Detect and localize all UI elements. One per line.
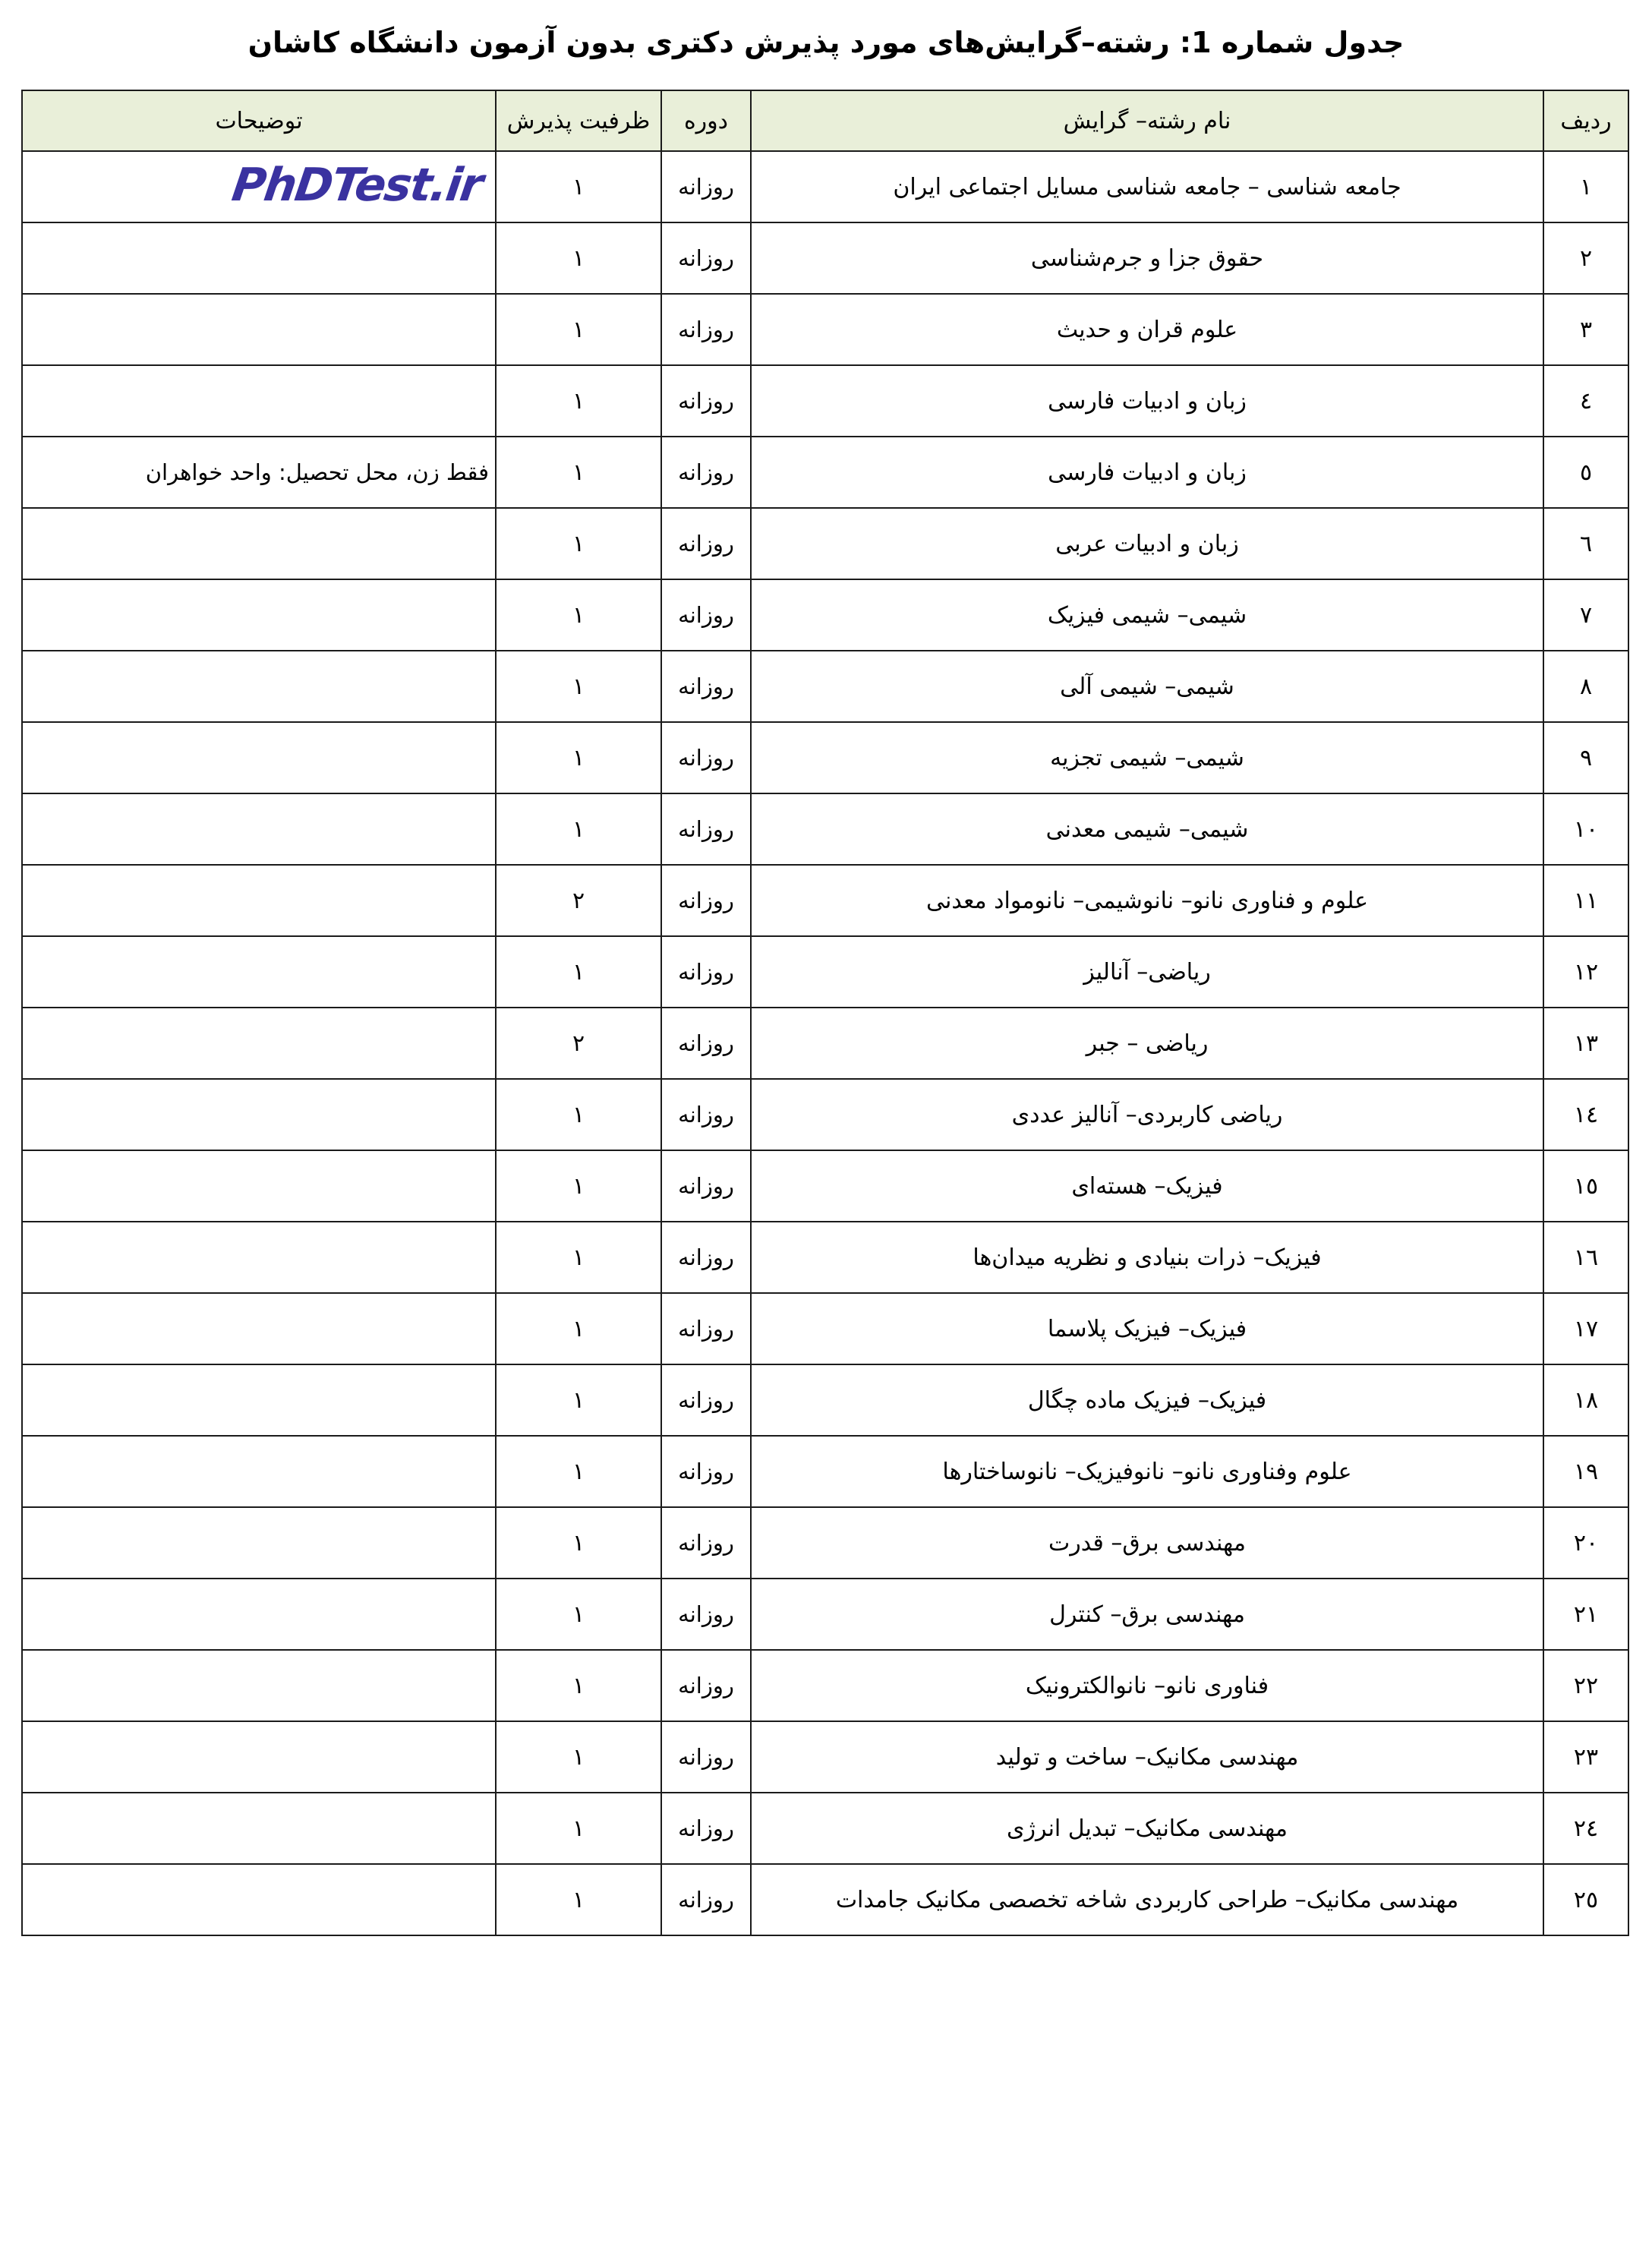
title-container	[0, 0, 1652, 90]
cell-radif: ٤	[1543, 365, 1628, 437]
cell-notes	[22, 936, 496, 1008]
cell-notes	[22, 1864, 496, 1935]
page-title: جدول شماره 1: رشته–گرایش‌های مورد پذیرش دکتری بدون آزمون دانشگاه کاشان	[247, 26, 1405, 59]
cell-field-name: علوم و فناوری نانو– نانوشیمی– نانومواد معدنی	[751, 865, 1543, 936]
cell-capacity: ۱	[496, 1650, 661, 1721]
cell-field-name: فیزیک– فیزیک ماده چگال	[751, 1364, 1543, 1436]
cell-capacity: ۱	[496, 936, 661, 1008]
cell-radif: ۱۳	[1543, 1008, 1628, 1079]
cell-field-name: زبان و ادبیات فارسی	[751, 437, 1543, 508]
cell-capacity: ۱	[496, 151, 661, 222]
table-row	[22, 1222, 1628, 1293]
cell-radif: ۱۲	[1543, 936, 1628, 1008]
table-row	[22, 936, 1628, 1008]
cell-field-name: مهندسی برق– کنترل	[751, 1579, 1543, 1650]
cell-capacity: ۱	[496, 1079, 661, 1150]
cell-radif: ۲۱	[1543, 1579, 1628, 1650]
cell-period: روزانه	[661, 1721, 751, 1793]
cell-capacity: ۱	[496, 1364, 661, 1436]
table-row	[22, 222, 1628, 294]
column-header-capacity: ظرفیت پذیرش	[496, 90, 661, 151]
cell-field-name: شیمی– شیمی معدنی	[751, 793, 1543, 865]
cell-period: روزانه	[661, 865, 751, 936]
cell-radif: ٥	[1543, 437, 1628, 508]
cell-field-name: فیزیک– ذرات بنیادی و نظریه میدان‌ها	[751, 1222, 1543, 1293]
cell-radif: ٦	[1543, 508, 1628, 579]
table-container	[0, 90, 1652, 1936]
cell-period: روزانه	[661, 793, 751, 865]
column-header-notes: توضیحات	[22, 90, 496, 151]
table-row	[22, 1364, 1628, 1436]
cell-radif: ۲٤	[1543, 1793, 1628, 1864]
cell-capacity: ۱	[496, 1579, 661, 1650]
cell-radif: ۱٦	[1543, 1222, 1628, 1293]
cell-notes	[22, 722, 496, 793]
cell-field-name: حقوق جزا و جرم‌شناسی	[751, 222, 1543, 294]
cell-radif: ۸	[1543, 651, 1628, 722]
cell-notes	[22, 1222, 496, 1293]
cell-capacity: ۱	[496, 651, 661, 722]
cell-period: روزانه	[661, 936, 751, 1008]
table-row	[22, 365, 1628, 437]
cell-field-name: فناوری نانو– نانوالکترونیک	[751, 1650, 1543, 1721]
cell-radif: ۷	[1543, 579, 1628, 651]
cell-notes	[22, 1293, 496, 1364]
cell-capacity: ۱	[496, 1150, 661, 1222]
table-header	[22, 90, 1628, 151]
column-header-field-name: نام رشته– گرایش	[751, 90, 1543, 151]
cell-radif: ۱۹	[1543, 1436, 1628, 1507]
cell-radif: ۱۱	[1543, 865, 1628, 936]
cell-capacity: ۱	[496, 1793, 661, 1864]
cell-capacity: ۱	[496, 1721, 661, 1793]
cell-notes	[22, 1079, 496, 1150]
cell-radif: ۳	[1543, 294, 1628, 365]
cell-period: روزانه	[661, 222, 751, 294]
cell-notes	[22, 1364, 496, 1436]
cell-period: روزانه	[661, 1008, 751, 1079]
table-row	[22, 793, 1628, 865]
cell-capacity: ۱	[496, 1507, 661, 1579]
cell-radif: ۲۳	[1543, 1721, 1628, 1793]
cell-radif: ۱۰	[1543, 793, 1628, 865]
table-header-row	[22, 90, 1628, 151]
cell-capacity: ۱	[496, 508, 661, 579]
cell-radif: ۲	[1543, 222, 1628, 294]
cell-period: روزانه	[661, 1222, 751, 1293]
cell-period: روزانه	[661, 294, 751, 365]
cell-capacity: ۲	[496, 865, 661, 936]
cell-notes	[22, 365, 496, 437]
table-row	[22, 1864, 1628, 1935]
cell-period: روزانه	[661, 579, 751, 651]
watermark-text: PhDTest.ir	[229, 159, 486, 212]
table-row	[22, 865, 1628, 936]
cell-notes	[22, 151, 496, 222]
cell-period: روزانه	[661, 1507, 751, 1579]
cell-field-name: جامعه شناسی – جامعه شناسی مسایل اجتماعی ایران	[751, 151, 1543, 222]
cell-notes	[22, 579, 496, 651]
cell-capacity: ۱	[496, 579, 661, 651]
cell-notes	[22, 1507, 496, 1579]
cell-notes	[22, 1650, 496, 1721]
cell-notes	[22, 1579, 496, 1650]
cell-notes	[22, 1793, 496, 1864]
cell-notes: فقط زن، محل تحصیل: واحد خواهران	[22, 437, 496, 508]
cell-notes	[22, 651, 496, 722]
cell-radif: ۱٥	[1543, 1150, 1628, 1222]
cell-radif: ۲۲	[1543, 1650, 1628, 1721]
cell-period: روزانه	[661, 508, 751, 579]
cell-notes	[22, 1150, 496, 1222]
cell-notes	[22, 793, 496, 865]
cell-field-name: فیزیک– هسته‌ای	[751, 1150, 1543, 1222]
cell-field-name: شیمی– شیمی تجزیه	[751, 722, 1543, 793]
table-row	[22, 1793, 1628, 1864]
cell-capacity: ۱	[496, 222, 661, 294]
cell-field-name: فیزیک– فیزیک پلاسما	[751, 1293, 1543, 1364]
cell-capacity: ۱	[496, 365, 661, 437]
cell-field-name: علوم وفناوری نانو– نانوفیزیک– نانوساختارها	[751, 1436, 1543, 1507]
cell-period: روزانه	[661, 1293, 751, 1364]
cell-field-name: علوم قران و حدیث	[751, 294, 1543, 365]
cell-field-name: زبان و ادبیات عربی	[751, 508, 1543, 579]
cell-notes	[22, 865, 496, 936]
table-row	[22, 1150, 1628, 1222]
cell-field-name: ریاضی – جبر	[751, 1008, 1543, 1079]
table-row	[22, 1579, 1628, 1650]
table-row	[22, 651, 1628, 722]
cell-capacity: ۱	[496, 437, 661, 508]
cell-field-name: مهندسی مکانیک– تبدیل انرژی	[751, 1793, 1543, 1864]
table-row	[22, 1436, 1628, 1507]
cell-field-name: مهندسی مکانیک– طراحی کاربردی شاخه تخصصی مکانیک جامدات	[751, 1864, 1543, 1935]
cell-period: روزانه	[661, 1436, 751, 1507]
table-row	[22, 294, 1628, 365]
cell-period: روزانه	[661, 1079, 751, 1150]
cell-capacity: ۱	[496, 1293, 661, 1364]
phdtest-watermark	[229, 159, 486, 212]
column-header-period: دوره	[661, 90, 751, 151]
cell-field-name: مهندسی مکانیک– ساخت و تولید	[751, 1721, 1543, 1793]
column-header-radif: ردیف	[1543, 90, 1628, 151]
cell-capacity: ۱	[496, 793, 661, 865]
cell-radif: ۲۰	[1543, 1507, 1628, 1579]
cell-capacity: ۱	[496, 1864, 661, 1935]
cell-radif: ۹	[1543, 722, 1628, 793]
cell-period: روزانه	[661, 365, 751, 437]
cell-field-name: ریاضی کاربردی– آنالیز عددی	[751, 1079, 1543, 1150]
cell-capacity: ۱	[496, 1436, 661, 1507]
cell-period: روزانه	[661, 1364, 751, 1436]
admissions-table	[21, 90, 1629, 1936]
cell-field-name: مهندسی برق– قدرت	[751, 1507, 1543, 1579]
table-body	[22, 151, 1628, 1935]
cell-period: روزانه	[661, 1150, 751, 1222]
cell-capacity: ۱	[496, 1222, 661, 1293]
table-row	[22, 437, 1628, 508]
cell-notes	[22, 222, 496, 294]
cell-notes	[22, 1721, 496, 1793]
table-row	[22, 1721, 1628, 1793]
table-row	[22, 579, 1628, 651]
cell-period: روزانه	[661, 1650, 751, 1721]
cell-notes	[22, 1008, 496, 1079]
cell-field-name: شیمی– شیمی آلی	[751, 651, 1543, 722]
table-row	[22, 1079, 1628, 1150]
cell-period: روزانه	[661, 651, 751, 722]
cell-period: روزانه	[661, 722, 751, 793]
cell-radif: ۱۷	[1543, 1293, 1628, 1364]
cell-field-name: ریاضی– آنالیز	[751, 936, 1543, 1008]
table-row	[22, 1650, 1628, 1721]
cell-period: روزانه	[661, 151, 751, 222]
table-row	[22, 151, 1628, 222]
cell-radif: ۲٥	[1543, 1864, 1628, 1935]
table-row	[22, 1008, 1628, 1079]
cell-period: روزانه	[661, 437, 751, 508]
cell-radif: ۱٤	[1543, 1079, 1628, 1150]
cell-field-name: شیمی– شیمی فیزیک	[751, 579, 1543, 651]
cell-capacity: ۲	[496, 1008, 661, 1079]
table-row	[22, 1507, 1628, 1579]
cell-capacity: ۱	[496, 294, 661, 365]
cell-radif: ۱۸	[1543, 1364, 1628, 1436]
cell-period: روزانه	[661, 1579, 751, 1650]
cell-period: روزانه	[661, 1793, 751, 1864]
cell-notes	[22, 508, 496, 579]
cell-field-name: زبان و ادبیات فارسی	[751, 365, 1543, 437]
cell-radif: ۱	[1543, 151, 1628, 222]
table-row	[22, 1293, 1628, 1364]
cell-notes	[22, 1436, 496, 1507]
table-row	[22, 722, 1628, 793]
cell-period: روزانه	[661, 1864, 751, 1935]
cell-capacity: ۱	[496, 722, 661, 793]
table-row	[22, 508, 1628, 579]
cell-notes	[22, 294, 496, 365]
